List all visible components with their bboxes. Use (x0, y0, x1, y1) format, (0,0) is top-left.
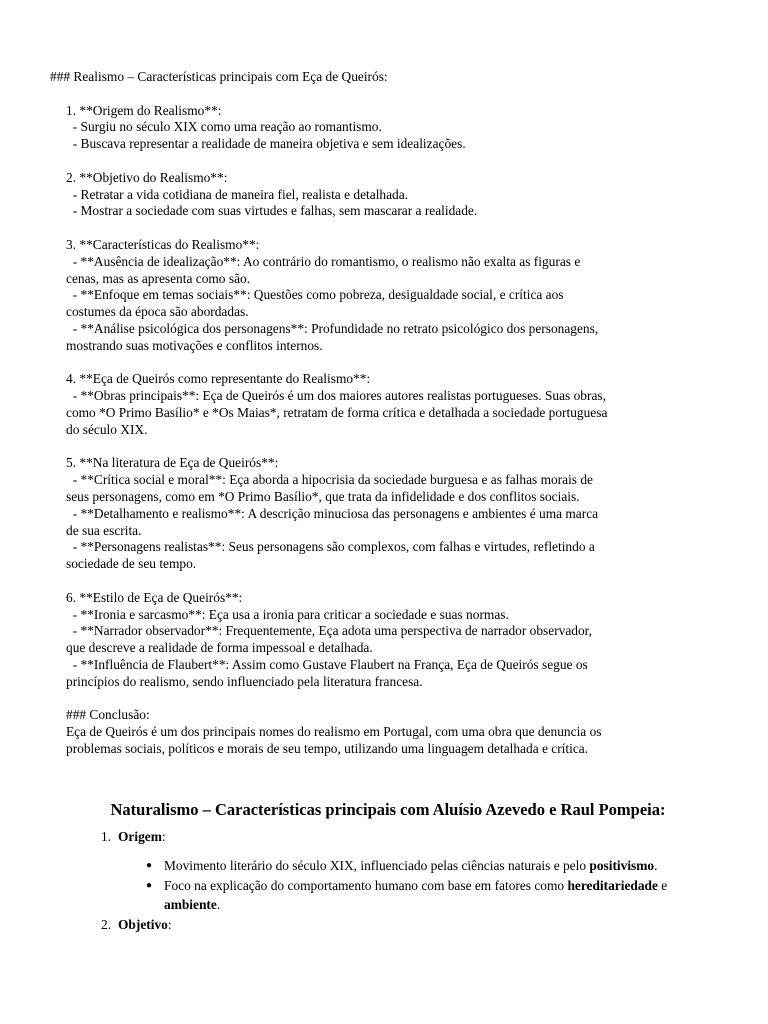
conclusao-text-line: Eça de Queirós é um dos principais nomes do realismo em Portugal, com uma obra que denuncia os (66, 724, 602, 740)
section-eca-representante (50, 371, 700, 438)
list-item: - **Obras principais**: Eça de Queirós é um dos maiores autores realistas portugueses. Suas obras, (72, 388, 606, 404)
list-item-continuation: que descreve a realidade de forma impessoal e detalhada. (66, 640, 373, 656)
bullet-item: ● Movimento literário do século XIX, influenciado pelas ciências naturais e pelo positivismo. (164, 856, 720, 876)
list-item-continuation: sociedade de seu tempo. (66, 556, 197, 572)
bullet-item: ● Foco na explicação do comportamento humano com base em fatores como hereditariedade e ambiente. (146, 877, 668, 912)
section-title: 1. **Origem do Realismo**: (66, 102, 222, 118)
item-label: Objetivo (118, 916, 168, 932)
conclusao-title: ### Conclusão: (66, 707, 150, 723)
section-caracteristicas (50, 237, 700, 355)
list-item: - Retratar a vida cotidiana de maneira fiel, realista e detalhada. (72, 186, 409, 202)
list-item: - Surgiu no século XIX como uma reação ao romantismo. (72, 119, 382, 135)
list-item: - **Enfoque em temas sociais**: Questões como pobreza, desigualdade social, e crítica aos (72, 287, 564, 303)
origem-bullets (118, 856, 720, 915)
list-item: - Buscava representar a realidade de maneira objetiva e sem idealizações. (72, 136, 466, 152)
item-label: Origem (118, 829, 162, 844)
realismo-heading: ### Realismo – Características principais com Eça de Queirós: (50, 69, 388, 84)
list-item: - Mostrar a sociedade com suas virtudes e falhas, sem mascarar a realidade. (72, 203, 478, 219)
list-item-continuation: mostrando suas motivações e conflitos internos. (66, 337, 323, 353)
list-item: - **Crítica social e moral**: Eça aborda a hipocrisia da sociedade burguesa e as falhas morais de (72, 472, 594, 488)
naturalismo-list (50, 827, 720, 934)
list-item: - **Personagens realistas**: Seus personagens são complexos, com falhas e virtudes, refletindo a (72, 539, 595, 555)
section-origem (50, 103, 700, 153)
section-title: 2. **Objetivo do Realismo**: (66, 169, 228, 185)
list-item: - **Influência de Flaubert**: Assim como Gustave Flaubert na França, Eça de Queirós segue os (72, 656, 588, 672)
section-title: 5. **Na literatura de Eça de Queirós**: (66, 455, 279, 471)
section-conclusao (50, 707, 700, 757)
bullet-icon: ● (146, 879, 153, 891)
list-item-continuation: do século XIX. (66, 421, 148, 437)
naturalismo-heading: Naturalismo – Características principais com Aluísio Azevedo e Raul Pompeia: (110, 800, 666, 819)
list-item: - **Análise psicológica dos personagens**: Profundidade no retrato psicológico dos personagens, (72, 320, 599, 336)
list-item: - **Ausência de idealização**: Ao contrário do romantismo, o realismo não exalta as figuras e (72, 253, 581, 269)
list-item-continuation: de sua escrita. (66, 522, 142, 538)
bullet-icon: ● (146, 860, 153, 871)
naturalismo-section (50, 798, 720, 934)
realismo-section (50, 69, 700, 758)
list-item-objetivo: 2. Objetivo: (101, 916, 172, 932)
list-item: - **Detalhamento e realismo**: A descrição minuciosa das personagens e ambientes é uma marca (72, 505, 599, 521)
section-literatura (50, 455, 700, 573)
list-number: 1. (101, 829, 112, 844)
section-title: 3. **Características do Realismo**: (66, 236, 260, 252)
list-item-continuation: cenas, mas as apresenta como são. (66, 270, 251, 286)
section-objetivo (50, 170, 700, 220)
list-item-continuation: costumes da época são abordadas. (66, 304, 249, 320)
list-item-continuation: seus personagens, como em *O Primo Basílio*, que trata da infidelidade e dos conflitos sociais. (66, 488, 580, 504)
conclusao-text-line: problemas sociais, políticos e morais de seu tempo, utilizando uma linguagem detalhada e crítica. (66, 740, 589, 756)
section-estilo (50, 590, 700, 691)
list-item-origem: 1. Origem: ● Movimento literário do século XIX, influenciado pelas ciências naturais e pelo positivismo. ● Foco na explicação do comportamento humano com base em fatores como hereditariedade e ambiente. (118, 827, 720, 915)
section-title: 4. **Eça de Queirós como representante do Realismo**: (66, 371, 371, 387)
list-item-continuation: como *O Primo Basílio* e *Os Maias*, retratam de forma crítica e detalhada a sociedade portuguesa (66, 404, 608, 420)
list-item: - **Ironia e sarcasmo**: Eça usa a ironia para criticar a sociedade e suas normas. (72, 606, 509, 622)
list-item-continuation: princípios do realismo, sendo influenciado pela literatura francesa. (66, 673, 423, 689)
list-item: - **Narrador observador**: Frequentemente, Eça adota uma perspectiva de narrador observador, (72, 623, 592, 639)
list-number: 2. (101, 916, 112, 932)
section-title: 6. **Estilo de Eça de Queirós**: (66, 589, 243, 605)
